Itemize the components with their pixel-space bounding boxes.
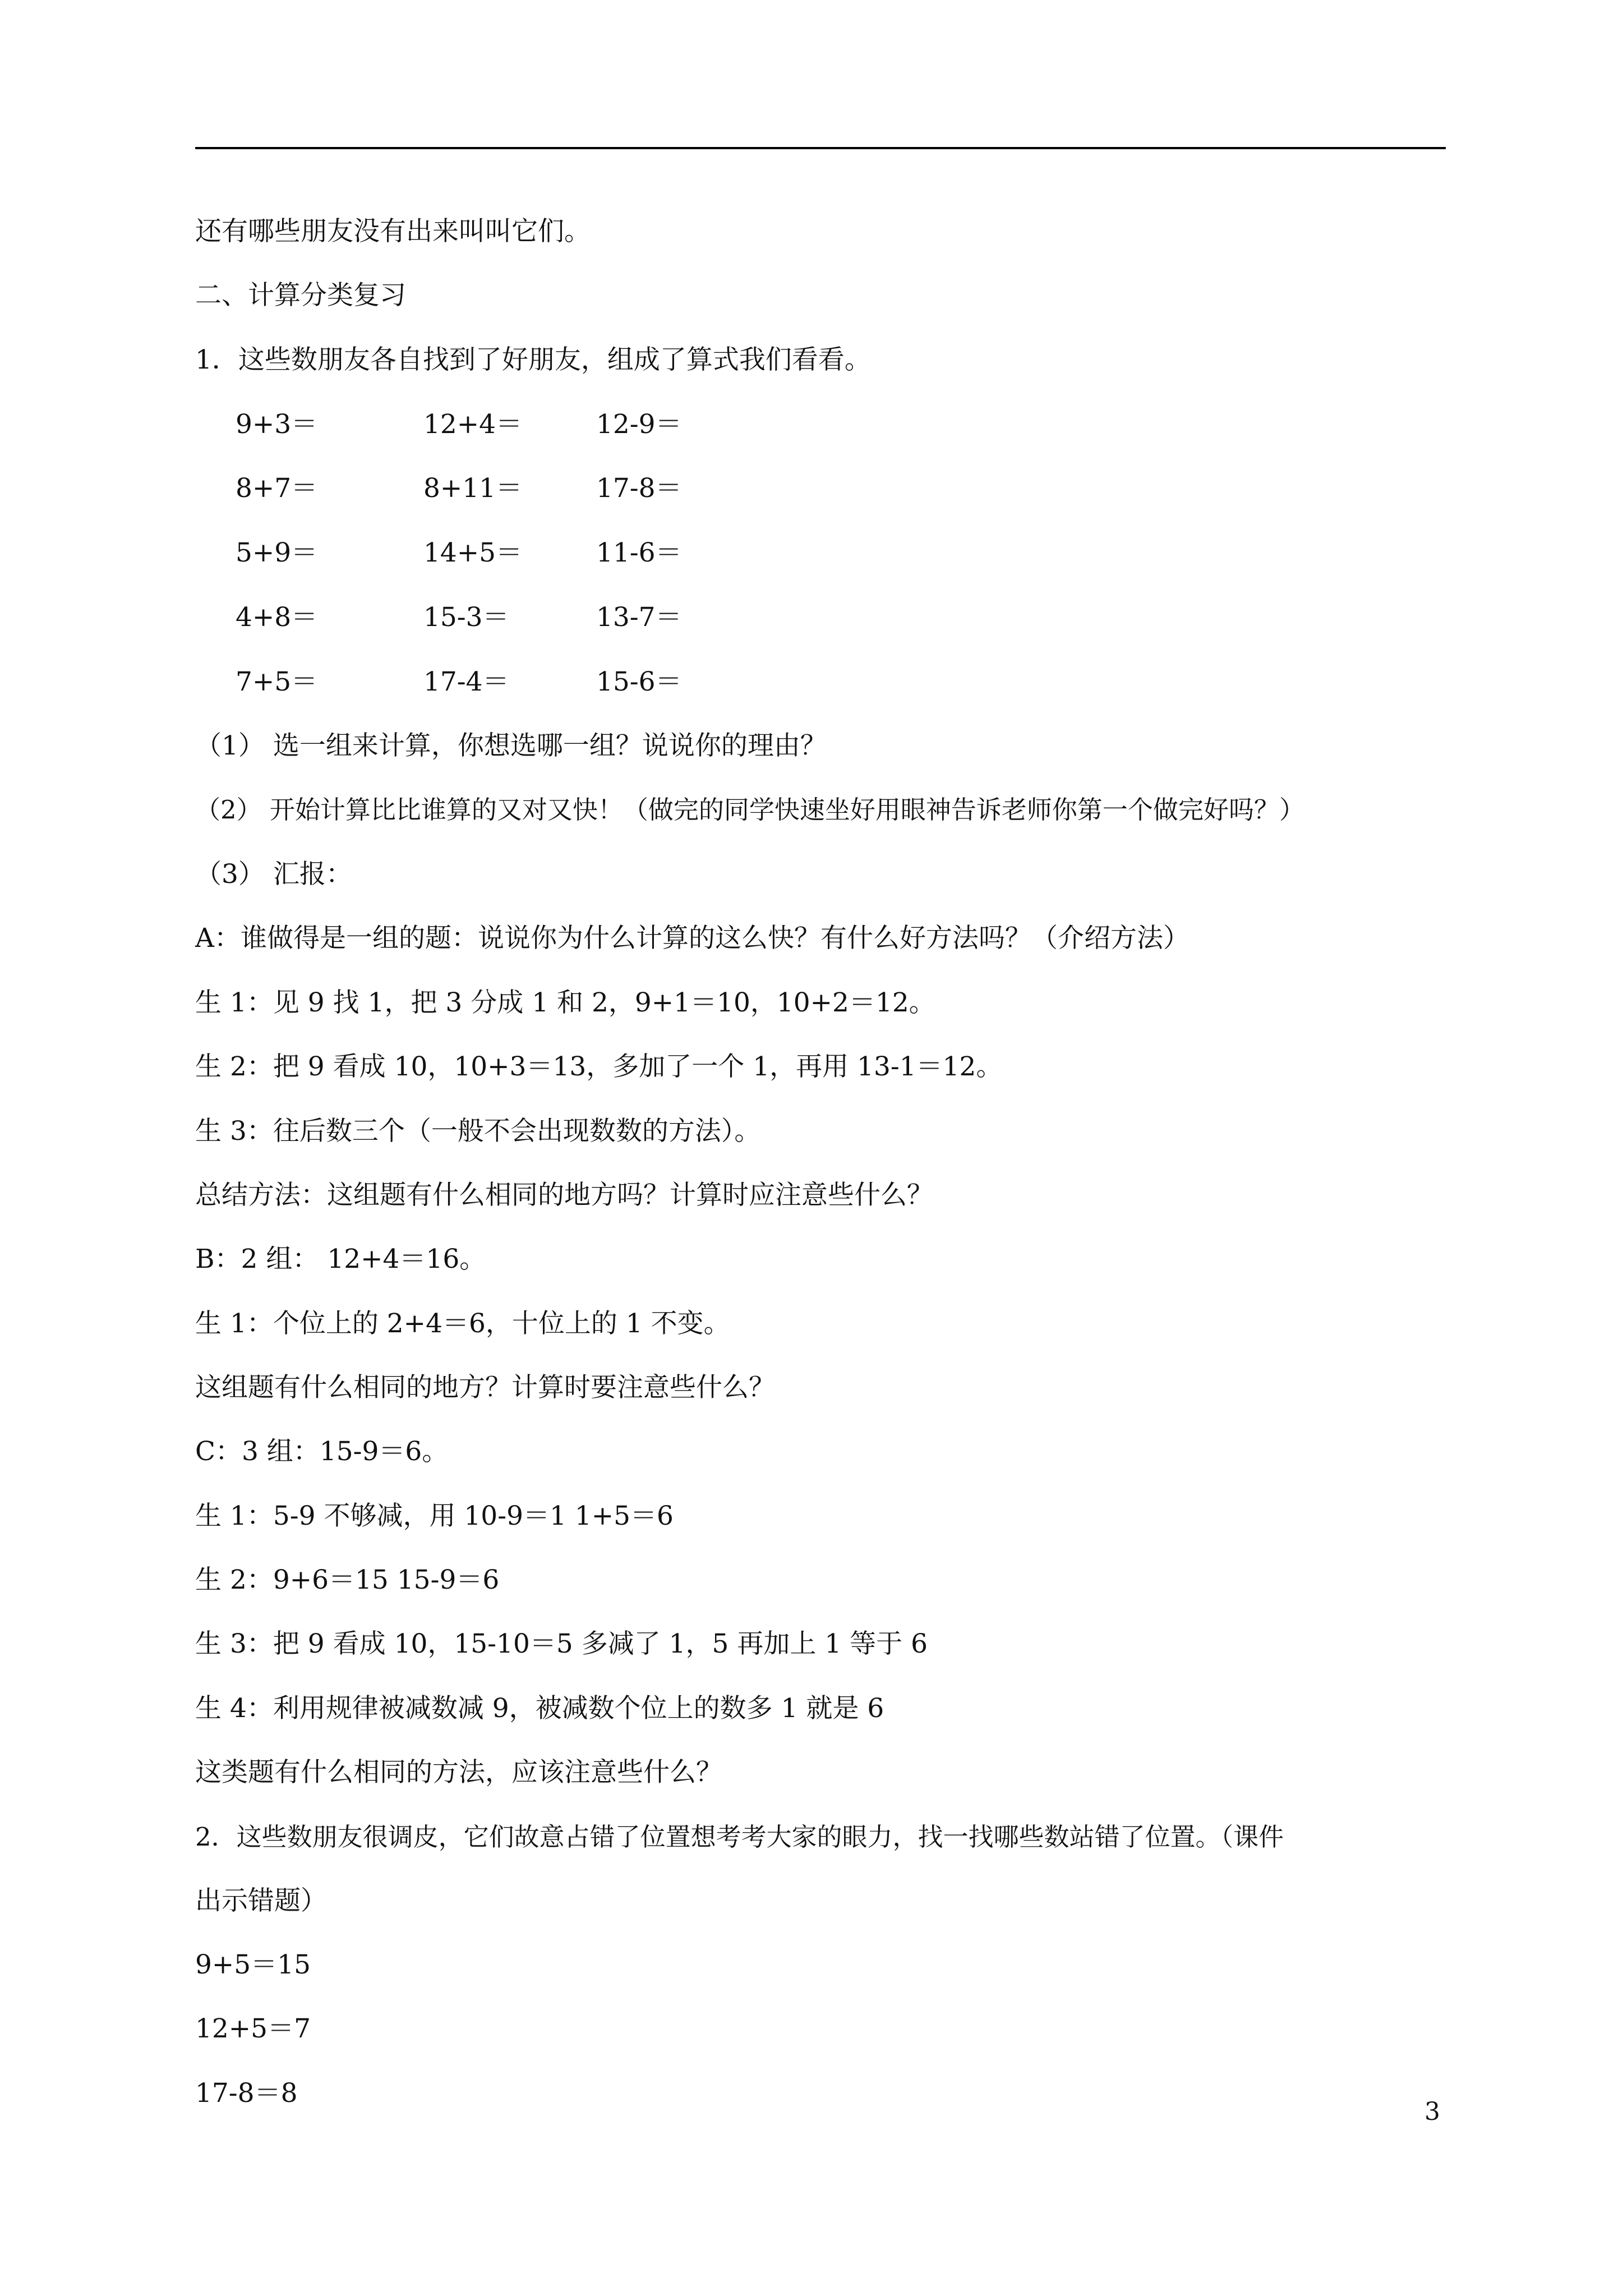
text-line: C：3 组：15-9＝6。 <box>195 1436 449 1467</box>
equation: 8+7＝ <box>236 473 318 504</box>
text-line: 生 2：9+6＝15 15-9＝6 <box>195 1565 500 1595</box>
text-line: 9+5＝15 <box>195 1949 311 1980</box>
text-line: 这组题有什么相同的地方？计算时要注意些什么？ <box>195 1372 775 1403</box>
text-line: 出示错题） <box>195 1885 327 1916</box>
text-line: 生 1：见 9 找 1，把 3 分成 1 和 2，9+1＝10，10+2＝12。 <box>195 987 935 1018</box>
text-line: 生 3：往后数三个（一般不会出现数数的方法）。 <box>195 1116 761 1147</box>
text-line: 生 1：5-9 不够减，用 10-9＝1 1+5＝6 <box>195 1501 674 1531</box>
text-line: 12+5＝7 <box>195 2013 311 2044</box>
equation: 7+5＝ <box>236 666 318 697</box>
text-line: （2） 开始计算比比谁算的又对又快！（做完的同学快速坐好用眼神告诉老师你第一个做完好吗？） <box>195 795 1304 825</box>
page-number: 3 <box>1424 2097 1440 2126</box>
text-line: A：谁做得是一组的题：说说你为什么计算的这么快？有什么好方法吗？（介绍方法） <box>195 923 1189 954</box>
equation: 9+3＝ <box>236 409 318 440</box>
section-heading: 二、计算分类复习 <box>195 280 406 311</box>
text-line: 生 1：个位上的 2+4＝6，十位上的 1 不变。 <box>195 1308 730 1339</box>
text-line: 总结方法：这组题有什么相同的地方吗？计算时应注意些什么？ <box>195 1180 933 1211</box>
text-line: 生 4：利用规律被减数减 9，被减数个位上的数多 1 就是 6 <box>195 1693 884 1724</box>
equation: 12+4＝ <box>423 409 523 440</box>
header-rule <box>195 147 1446 149</box>
equation: 5+9＝ <box>236 537 318 568</box>
equation: 13-7＝ <box>596 602 682 633</box>
text-line: 这类题有什么相同的方法，应该注意些什么？ <box>195 1757 722 1788</box>
text-line: 生 3：把 9 看成 10，15-10＝5 多减了 1，5 再加上 1 等于 6 <box>195 1628 928 1659</box>
equation: 8+11＝ <box>423 473 523 504</box>
text-line: 还有哪些朋友没有出来叫叫它们。 <box>195 216 591 247</box>
text-line: B：2 组： 12+4＝16。 <box>195 1244 486 1274</box>
equation: 4+8＝ <box>236 602 318 633</box>
text-line: 2．这些数朋友很调皮，它们故意占错了位置想考考大家的眼力，找一找哪些数站错了位置。（课件 <box>195 1822 1284 1852</box>
text-line: （1） 选一组来计算，你想选哪一组？说说你的理由？ <box>195 730 827 761</box>
text-line: （3） 汇报： <box>195 859 352 890</box>
equation: 15-3＝ <box>423 602 509 633</box>
equation: 12-9＝ <box>596 409 682 440</box>
equation: 17-4＝ <box>423 666 509 697</box>
text-line: 17-8＝8 <box>195 2078 298 2109</box>
equation: 14+5＝ <box>423 537 523 568</box>
equation: 17-8＝ <box>596 473 682 504</box>
equation: 15-6＝ <box>596 666 682 697</box>
text-line: 1．这些数朋友各自找到了好朋友，组成了算式我们看看。 <box>195 344 871 375</box>
text-line: 生 2：把 9 看成 10，10+3＝13，多加了一个 1，再用 13-1＝12。 <box>195 1051 1003 1082</box>
equation: 11-6＝ <box>596 537 682 568</box>
